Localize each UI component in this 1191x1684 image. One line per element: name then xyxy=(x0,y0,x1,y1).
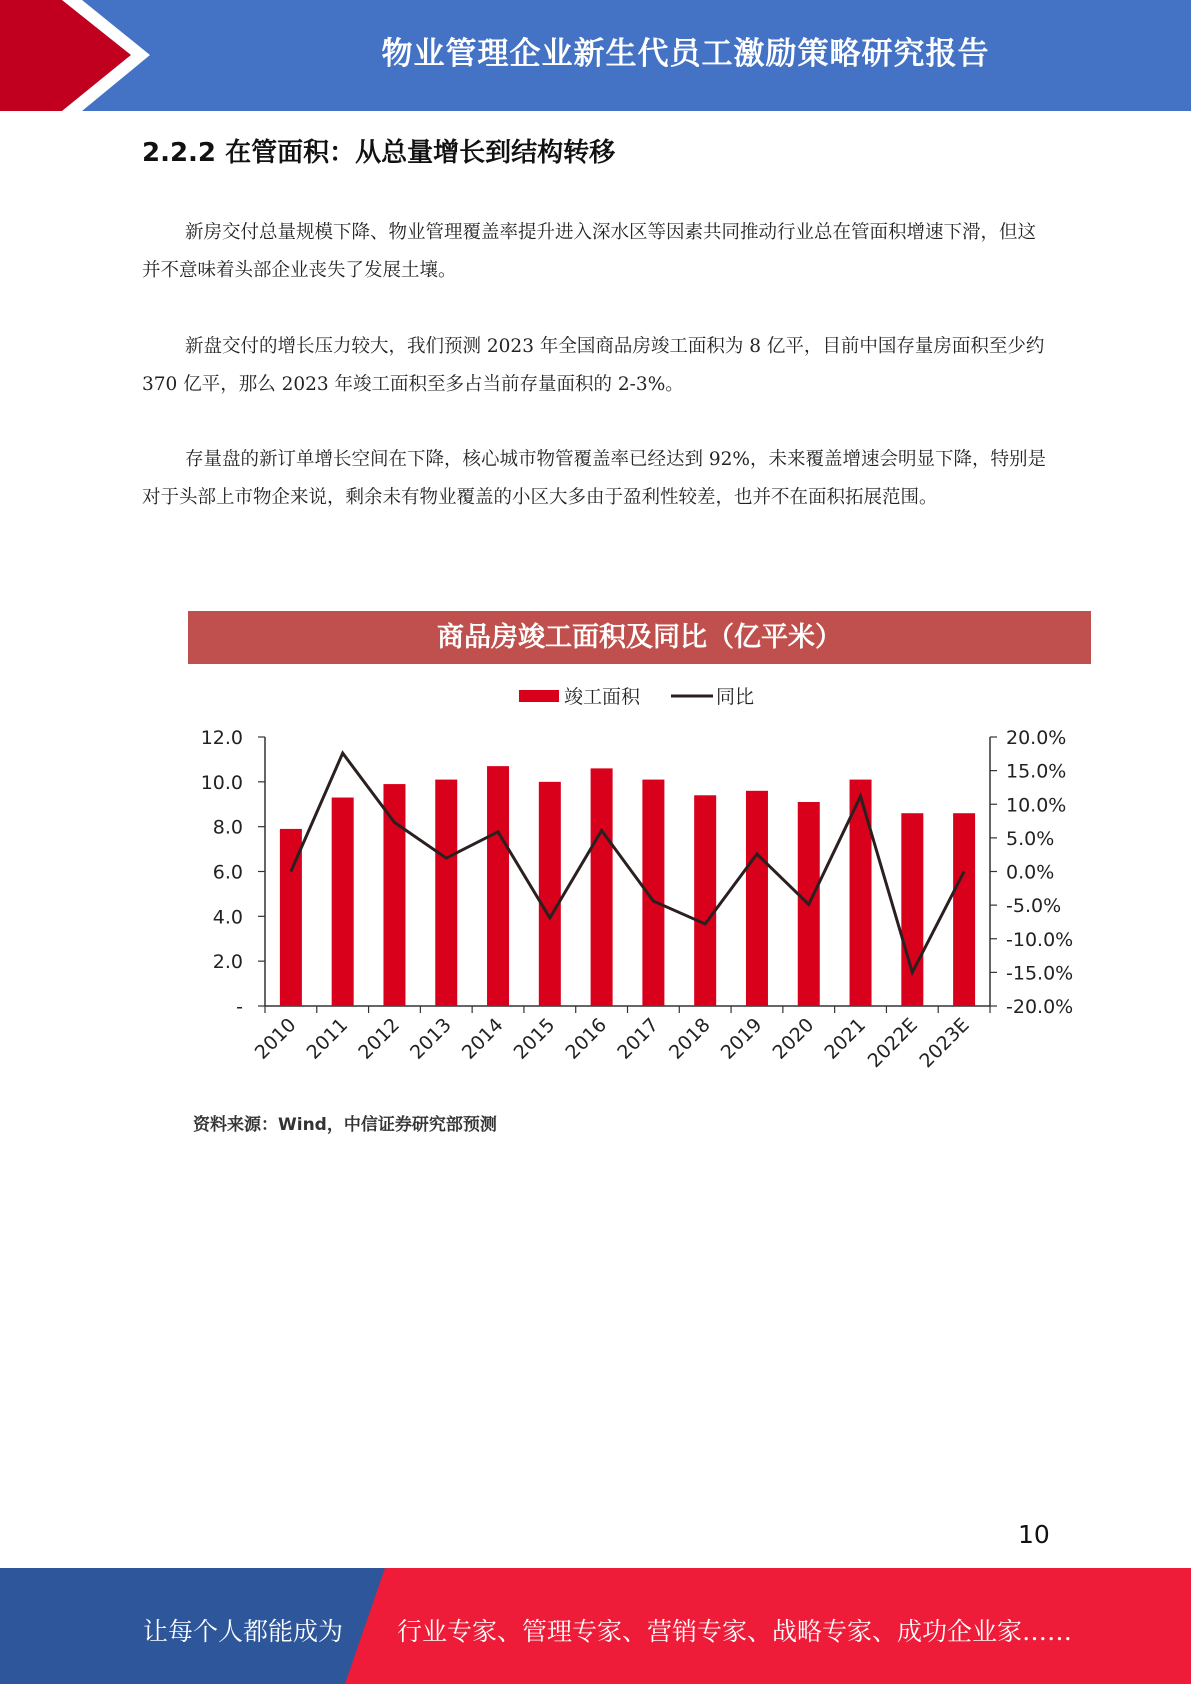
chart-legend xyxy=(519,686,754,708)
chart-x-labels xyxy=(251,1014,974,1072)
x-tick-label: 2013 xyxy=(406,1013,456,1064)
chart-source: 资料来源：Wind，中信证券研究部预测 xyxy=(193,1115,497,1135)
bar-2016 xyxy=(591,768,613,1006)
page-header xyxy=(0,0,1191,111)
bar-2013 xyxy=(435,780,457,1006)
page-number: 10 xyxy=(1018,1520,1050,1549)
x-tick-label: 2022E xyxy=(863,1013,922,1073)
legend-line-label: 同比 xyxy=(716,686,755,708)
x-tick-label: 2018 xyxy=(664,1013,715,1064)
bar-2022E xyxy=(901,813,923,1006)
bar-2015 xyxy=(539,782,561,1006)
right-y-tick-label: 0.0% xyxy=(1006,861,1055,884)
left-y-tick-label: 10.0 xyxy=(200,771,243,794)
right-y-tick-label: -15.0% xyxy=(1006,962,1074,985)
left-y-tick-label: - xyxy=(236,996,243,1018)
x-tick-label: 2020 xyxy=(768,1013,819,1064)
bar-2023E xyxy=(953,813,975,1006)
legend-bar-swatch xyxy=(519,690,559,702)
x-tick-label: 2023E xyxy=(915,1013,974,1073)
completion-area-chart xyxy=(180,670,1100,1090)
x-tick-label: 2014 xyxy=(457,1013,508,1064)
legend-bar-label: 竣工面积 xyxy=(564,686,641,708)
bar-2018 xyxy=(694,795,716,1006)
bar-2011 xyxy=(332,798,354,1006)
bar-2019 xyxy=(746,791,768,1006)
left-y-tick-label: 8.0 xyxy=(212,816,243,839)
body-paragraph: 新盘交付的增长压力较大，我们预测 2023 年全国商品房竣工面积为 8 亿平，目前中国存量房面积至少约 370 亿平，那么 2023 年竣工面积至多占当前存量面积的 2-3%。 xyxy=(142,336,1045,395)
right-y-tick-label: -10.0% xyxy=(1006,928,1074,951)
left-y-tick-label: 6.0 xyxy=(212,861,243,884)
right-y-tick-label: 5.0% xyxy=(1006,827,1055,850)
section-heading: 2.2.2 在管面积：从总量增长到结构转移 xyxy=(142,138,616,168)
right-y-tick-label: 10.0% xyxy=(1006,794,1067,817)
chart-title: 商品房竣工面积及同比（亿平米） xyxy=(188,611,1091,664)
left-y-tick-label: 2.0 xyxy=(212,951,243,974)
x-tick-label: 2021 xyxy=(820,1013,871,1064)
body-paragraph: 存量盘的新订单增长空间在下降，核心城市物管覆盖率已经达到 92%，未来覆盖增速会明显下降，特别是对于头部上市物企来说，剩余未有物业覆盖的小区大多由于盈利性较差，也并不在面积拓展范围。 xyxy=(142,449,1047,508)
right-y-tick-label: 20.0% xyxy=(1006,727,1067,749)
chart-axes xyxy=(201,727,1074,1018)
left-y-tick-label: 4.0 xyxy=(212,906,243,929)
footer-slogan-right: 行业专家、管理专家、营销专家、战略专家、成功企业家…… xyxy=(397,1617,1073,1646)
x-tick-label: 2011 xyxy=(302,1013,353,1064)
document-title: 物业管理企业新生代员工激励策略研究报告 xyxy=(381,36,990,72)
x-tick-label: 2015 xyxy=(509,1013,560,1064)
bar-2014 xyxy=(487,766,509,1006)
footer-slogan-left: 让每个人都能成为 xyxy=(143,1617,344,1646)
right-y-tick-label: -20.0% xyxy=(1006,996,1074,1018)
right-y-tick-label: 15.0% xyxy=(1006,760,1067,783)
x-tick-label: 2012 xyxy=(354,1013,404,1064)
chart-bars xyxy=(280,766,975,1006)
right-y-tick-label: -5.0% xyxy=(1006,895,1062,918)
x-tick-label: 2010 xyxy=(250,1013,301,1064)
x-tick-label: 2016 xyxy=(561,1013,612,1064)
left-y-tick-label: 12.0 xyxy=(200,727,243,749)
x-tick-label: 2019 xyxy=(716,1013,767,1064)
bar-2012 xyxy=(383,784,405,1006)
body-paragraph: 新房交付总量规模下降、物业管理覆盖率提升进入深水区等因素共同推动行业总在管面积增速下滑，但这并不意味着头部企业丧失了发展土壤。 xyxy=(142,222,1037,281)
x-tick-label: 2017 xyxy=(613,1013,663,1064)
header-arrow-decoration xyxy=(0,0,200,111)
